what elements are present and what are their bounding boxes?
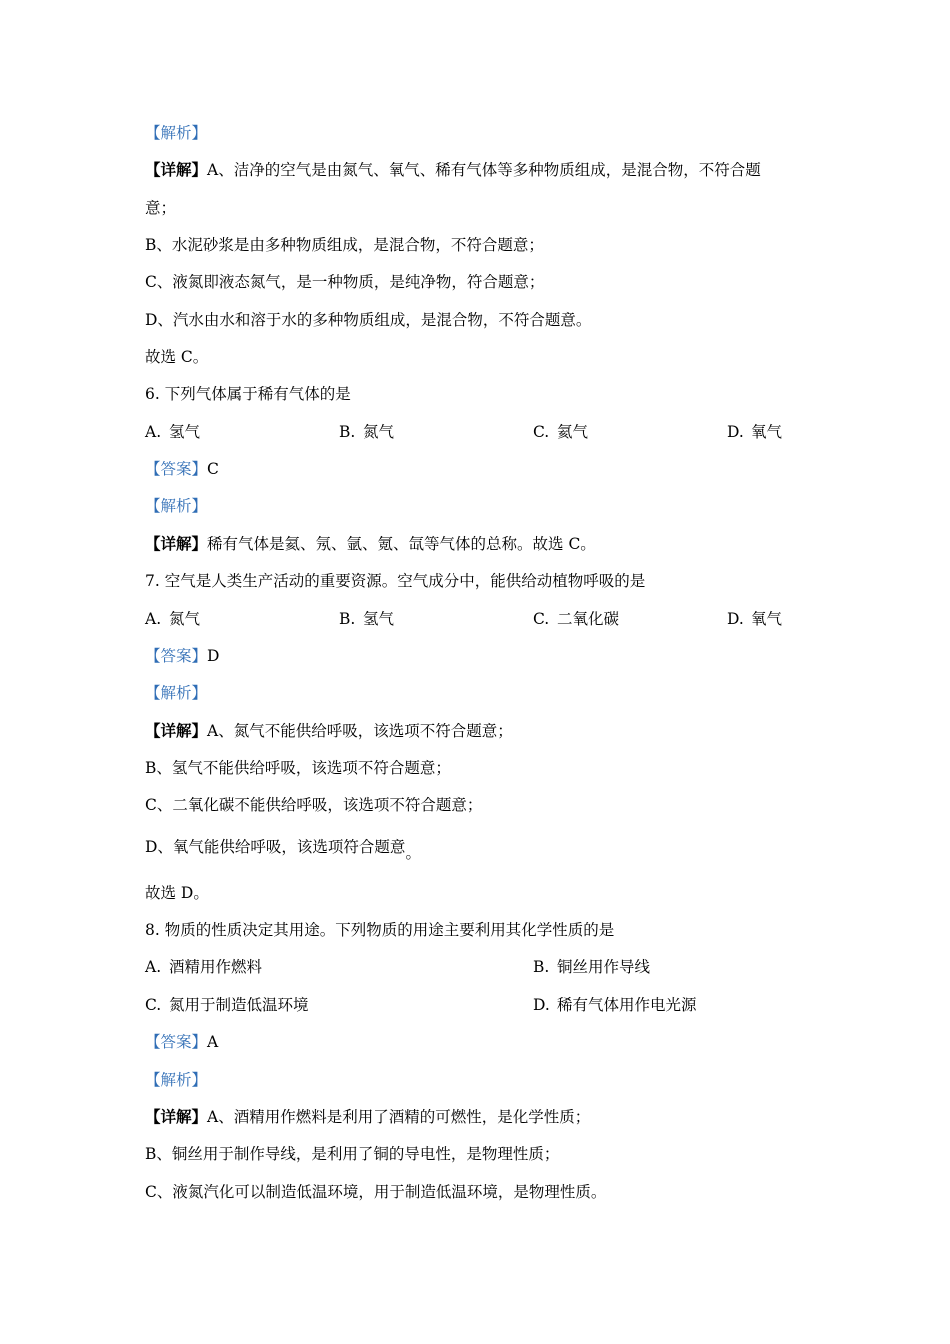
q7-option-b-text: 氢气 (363, 610, 395, 628)
q6-option-d-label: D. (727, 423, 744, 441)
q7-detail-a: A、氮气不能供给呼吸，该选项不符合题意； (207, 722, 513, 740)
q6-option-a-label: A. (145, 423, 162, 441)
q6-analysis-heading: 【解析】 (145, 497, 208, 515)
q6-option-d-text: 氧气 (751, 423, 783, 441)
q7-detail-d-line (145, 837, 421, 862)
q6-answer (145, 459, 219, 479)
q6-option-a-text: 氢气 (169, 423, 201, 441)
s5-analysis-heading: 【解析】 (145, 124, 208, 142)
s5-detail-line-a (145, 160, 761, 180)
q7-option-d-text: 氧气 (751, 610, 783, 628)
q6-option-a (145, 422, 200, 442)
q6-option-b (339, 422, 394, 442)
s5-detail-b: B、水泥砂浆是由多种物质组成，是混合物，不符合题意； (145, 236, 544, 254)
q6-answer-tag: 【答案】 (145, 460, 208, 478)
q6-detail-line (145, 534, 596, 554)
q6-option-b-label: B. (339, 423, 356, 441)
q7-option-d-label: D. (727, 610, 744, 628)
q8-answer (145, 1032, 218, 1052)
q7-conclusion: 故选 D。 (145, 884, 209, 902)
q7-option-a (145, 609, 200, 629)
q7-stem: 7. 空气是人类生产活动的重要资源。空气成分中，能供给动植物呼吸的是 (145, 572, 646, 590)
q7-detail-b: B、氢气不能供给呼吸，该选项不符合题意； (145, 759, 451, 777)
q8-answer-value: A (207, 1033, 219, 1051)
q8-option-d (533, 995, 697, 1015)
q7-option-a-label: A. (145, 610, 162, 628)
q8-detail-a: A、酒精用作燃料是利用了酒精的可燃性，是化学性质； (207, 1108, 591, 1126)
q8-answer-tag: 【答案】 (145, 1033, 208, 1051)
q6-option-d (727, 422, 782, 442)
s5-detail-d: D、汽水由水和溶于水的多种物质组成，是混合物，不符合题意。 (145, 311, 592, 329)
q6-option-c (533, 422, 588, 442)
q8-option-b (533, 957, 650, 977)
q8-option-c-label: C. (145, 996, 162, 1014)
q6-option-c-text: 氦气 (557, 423, 589, 441)
q8-option-c (145, 995, 309, 1015)
q7-option-c-label: C. (533, 610, 550, 628)
q8-detail-line-a (145, 1107, 590, 1127)
q7-detail-tag: 【详解】 (145, 721, 208, 740)
q6-stem: 6. 下列气体属于稀有气体的是 (145, 385, 351, 403)
q7-answer-value: D (207, 647, 220, 665)
q7-option-c-text: 二氧化碳 (557, 610, 620, 628)
q7-detail-d: D、氧气能供给呼吸，该选项符合题意 (145, 838, 406, 856)
q8-option-a-text: 酒精用作燃料 (169, 958, 263, 976)
q8-option-a (145, 957, 262, 977)
q6-detail: 稀有气体是氦、氖、氩、氪、氙等气体的总称。故选 C。 (207, 535, 596, 553)
q8-analysis-heading: 【解析】 (145, 1071, 208, 1089)
q7-option-c (533, 609, 619, 629)
q8-detail-b: B、铜丝用于制作导线，是利用了铜的导电性，是物理性质； (145, 1145, 560, 1163)
q8-detail-c: C、液氮汽化可以制造低温环境，用于制造低温环境，是物理性质。 (145, 1183, 607, 1201)
q7-option-b-label: B. (339, 610, 356, 628)
q7-answer-tag: 【答案】 (145, 647, 208, 665)
s5-detail-a: A、洁净的空气是由氮气、氧气、稀有气体等多种物质组成，是混合物，不符合题 (207, 161, 761, 179)
q6-option-b-text: 氮气 (363, 423, 395, 441)
q7-option-d (727, 609, 782, 629)
q7-analysis-heading: 【解析】 (145, 684, 208, 702)
q8-option-d-text: 稀有气体用作电光源 (557, 996, 697, 1014)
q8-detail-tag: 【详解】 (145, 1107, 208, 1126)
q7-detail-c: C、二氧化碳不能供给呼吸，该选项不符合题意； (145, 796, 483, 814)
q7-option-a-text: 氮气 (169, 610, 201, 628)
s5-detail-c: C、液氮即液态氮气，是一种物质，是纯净物，符合题意； (145, 273, 545, 291)
q8-option-c-text: 氮用于制造低温环境 (169, 996, 309, 1014)
q6-detail-tag: 【详解】 (145, 534, 208, 553)
q8-stem: 8. 物质的性质决定其用途。下列物质的用途主要利用其化学性质的是 (145, 921, 615, 939)
q8-option-a-label: A. (145, 958, 162, 976)
q7-detail-line-a (145, 721, 513, 741)
q6-answer-value: C (207, 460, 219, 478)
s5-conclusion: 故选 C。 (145, 348, 209, 366)
s5-detail-tag: 【详解】 (145, 160, 208, 179)
q8-option-b-label: B. (533, 958, 550, 976)
s5-detail-a-cont: 意； (145, 199, 177, 217)
q8-option-b-text: 铜丝用作导线 (557, 958, 651, 976)
q7-answer (145, 646, 219, 666)
q7-detail-d-period: 。 (405, 844, 421, 862)
q7-option-b (339, 609, 394, 629)
q6-option-c-label: C. (533, 423, 550, 441)
q8-option-d-label: D. (533, 996, 550, 1014)
